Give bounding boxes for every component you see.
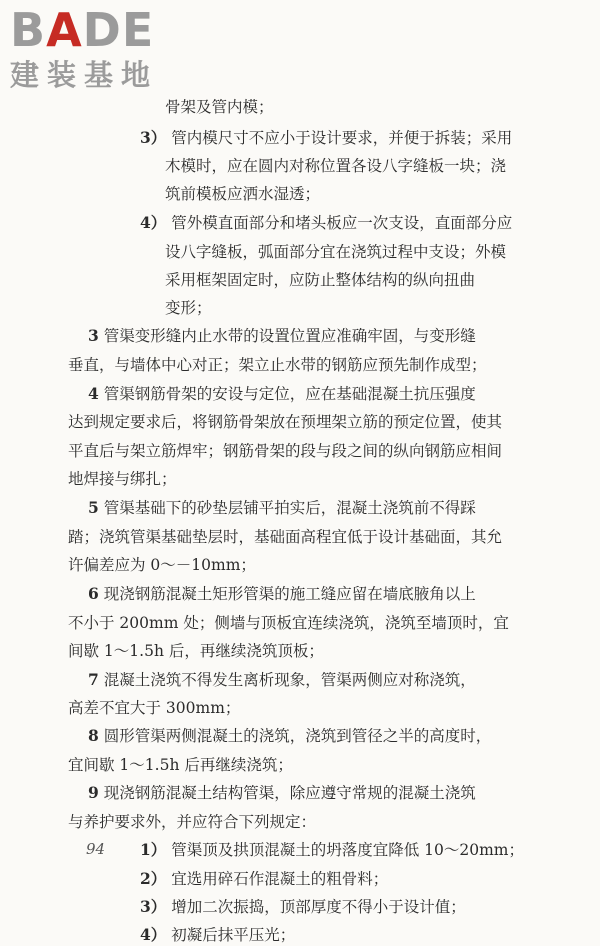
text-line bbox=[88, 383, 476, 405]
text-line bbox=[68, 440, 502, 462]
text-line bbox=[68, 554, 256, 576]
line-text: 与养护要求外，并应符合下列规定： bbox=[68, 813, 317, 831]
text-line bbox=[68, 811, 316, 833]
line-text: 达到规定要求后，将钢筋骨架放在预埋架立筋的预定位置，使其 bbox=[68, 413, 503, 431]
line-text: 初凝后抹平压光； bbox=[171, 926, 296, 944]
text-line bbox=[68, 354, 487, 376]
text-line bbox=[165, 155, 506, 177]
line-text: 管渠钢筋骨架的安设与定位，应在基础混凝土抗压强度 bbox=[103, 385, 476, 403]
line-text: 宜选用碎石作混凝土的粗骨料； bbox=[171, 870, 389, 888]
text-line bbox=[68, 754, 293, 776]
text-line bbox=[140, 839, 524, 861]
text-line bbox=[165, 183, 320, 205]
line-text: 采用框架固定时，应防止整体结构的纵向扭曲 bbox=[165, 271, 476, 289]
item-number: 9 bbox=[88, 783, 99, 802]
item-number: 7 bbox=[88, 670, 99, 689]
text-line bbox=[68, 612, 509, 634]
text-line bbox=[68, 468, 177, 490]
line-text: 垂直，与墙体中心对正；架立止水带的钢筋应预先制作成型； bbox=[68, 356, 487, 374]
item-number: 1） bbox=[140, 840, 167, 859]
line-text: 圆形管渠两侧混凝土的浇筑，浇筑到管径之半的高度时， bbox=[103, 727, 492, 745]
item-number: 3） bbox=[140, 897, 167, 916]
text-line bbox=[68, 697, 240, 719]
line-text: 混凝土浇筑不得发生离析现象，管渠两侧应对称浇筑， bbox=[103, 671, 476, 689]
line-text: 变形； bbox=[165, 299, 212, 317]
item-number: 5 bbox=[88, 498, 99, 517]
line-text: 增加二次振捣，顶部厚度不得小于设计值； bbox=[171, 898, 466, 916]
line-text: 平直后与架立筋焊牢；钢筋骨架的段与段之间的纵向钢筋应相间 bbox=[68, 442, 503, 460]
item-number: 4 bbox=[88, 384, 99, 403]
line-text: 木模时，应在圆内对称位置各设八字缝板一块；浇 bbox=[165, 157, 507, 175]
logo-subtitle: 建装基地 bbox=[10, 58, 159, 92]
line-text: 管外模直面部分和堵头板应一次支设，直面部分应 bbox=[171, 214, 513, 232]
line-text: 骨架及管内模； bbox=[165, 98, 274, 116]
line-text: 不小于 200mm 处；侧墙与顶板宜连续浇筑，浇筑至墙顶时，宜 bbox=[68, 614, 509, 632]
line-text: 筑前模板应洒水湿透； bbox=[165, 185, 321, 203]
text-line bbox=[140, 127, 512, 149]
text-line bbox=[88, 782, 476, 804]
page-number: 94 bbox=[86, 840, 106, 858]
item-number: 8 bbox=[88, 726, 99, 745]
text-line bbox=[88, 325, 476, 347]
text-line bbox=[68, 526, 502, 548]
text-line bbox=[68, 411, 502, 433]
line-text: 高差不宜大于 300mm； bbox=[68, 699, 241, 717]
item-number: 3 bbox=[88, 326, 99, 345]
item-number: 3） bbox=[140, 128, 167, 147]
line-text: 管渠基础下的砂垫层铺平拍实后，混凝土浇筑前不得踩 bbox=[103, 499, 476, 517]
line-text: 间歇 1～1.5h 后，再继续浇筑顶板； bbox=[68, 642, 324, 660]
item-number: 6 bbox=[88, 584, 99, 603]
line-text: 地焊接与绑扎； bbox=[68, 470, 177, 488]
line-text: 许偏差应为 0～－10mm； bbox=[68, 556, 256, 574]
item-number: 2） bbox=[140, 869, 167, 888]
text-line bbox=[140, 924, 295, 946]
text-line bbox=[140, 868, 388, 890]
text-line bbox=[88, 669, 476, 691]
text-line bbox=[165, 96, 274, 118]
line-text: 现浇钢筋混凝土结构管渠，除应遵守常规的混凝土浇筑 bbox=[103, 784, 476, 802]
line-text: 现浇钢筋混凝土矩形管渠的施工缝应留在墙底腋角以上 bbox=[103, 585, 476, 603]
logo-brand: BADE bbox=[10, 3, 155, 57]
bade-logo bbox=[10, 3, 180, 96]
logo-triangle-a: A bbox=[46, 3, 83, 57]
text-line bbox=[165, 269, 475, 291]
text-line bbox=[165, 297, 212, 319]
text-line bbox=[88, 583, 476, 605]
item-number: 4） bbox=[140, 213, 167, 232]
line-text: 管内模尺寸不应小于设计要求，并便于拆装；采用 bbox=[171, 129, 513, 147]
line-text: 管渠顶及拱顶混凝土的坍落度宜降低 10～20mm； bbox=[171, 841, 525, 859]
text-line bbox=[165, 241, 506, 263]
line-text: 踏；浇筑管渠基础垫层时，基础面高程宜低于设计基础面，其允 bbox=[68, 528, 503, 546]
text-line bbox=[140, 212, 512, 234]
text-line bbox=[88, 725, 491, 747]
item-number: 4） bbox=[140, 925, 167, 944]
line-text: 设八字缝板，弧面部分宜在浇筑过程中支设；外模 bbox=[165, 243, 507, 261]
text-line bbox=[140, 896, 466, 918]
line-text: 宜间歇 1～1.5h 后再继续浇筑； bbox=[68, 756, 293, 774]
line-text: 管渠变形缝内止水带的设置位置应准确牢固，与变形缝 bbox=[103, 327, 476, 345]
text-line bbox=[88, 497, 476, 519]
text-line bbox=[68, 640, 324, 662]
